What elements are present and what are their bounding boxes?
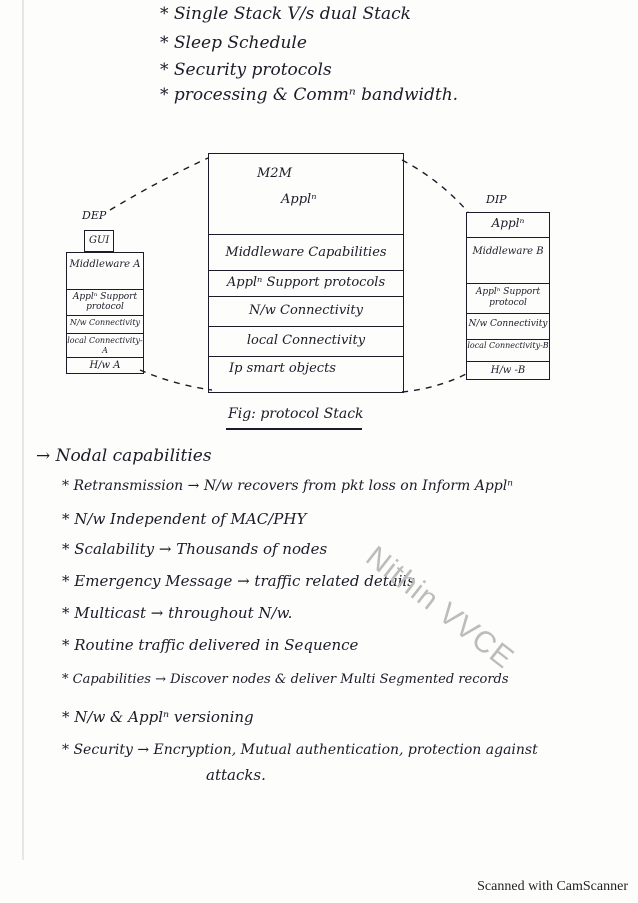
right-layer-local: local Connectivity-B: [467, 339, 549, 361]
right-layer-hw: H/w -B: [467, 361, 549, 381]
figure-caption: Fig: protocol Stack: [228, 406, 364, 422]
nodal-item: * Security → Encryption, Mutual authentication, protection against: [62, 742, 538, 758]
center-layer-local: local Connectivity: [209, 326, 403, 356]
nodal-item: * Emergency Message → traffic related details: [62, 572, 415, 590]
nodal-item: * N/w & Applⁿ versioning: [62, 708, 254, 726]
center-layer-support: Applⁿ Support protocols: [209, 270, 403, 296]
caption-underline: [226, 428, 362, 430]
left-protocol-stack: [66, 252, 144, 374]
left-layer-middleware: Middleware A: [69, 259, 141, 270]
center-title-m2m: M2M: [257, 166, 292, 181]
note-line-1: * Single Stack V/s dual Stack: [160, 4, 411, 24]
nodal-item: * N/w Independent of MAC/PHY: [62, 510, 307, 528]
note-line-4: * processing & Commⁿ bandwidth.: [160, 85, 459, 105]
note-line-3: * Security protocols: [160, 60, 332, 80]
left-layer-hw: H/w A: [67, 357, 143, 375]
right-layer-middleware: Middleware B: [467, 237, 549, 283]
nodal-item-continuation: attacks.: [206, 766, 266, 784]
right-protocol-stack: [466, 212, 550, 380]
right-top-cell: Applⁿ: [491, 216, 525, 230]
left-layer-network: N/w Connectivity: [67, 315, 143, 333]
watermark: Nithin VVCE: [359, 540, 521, 676]
nodal-heading: → Nodal capabilities: [36, 446, 212, 466]
center-title-appln: Applⁿ: [281, 192, 317, 207]
center-protocol-stack: [208, 153, 404, 393]
center-layer-network: N/w Connectivity: [209, 296, 403, 326]
center-layer-smart-objects: Ip smart objects: [209, 356, 403, 392]
nodal-item: * Retransmission → N/w recovers from pkt loss on Inform Applⁿ: [62, 478, 513, 494]
note-line-2: * Sleep Schedule: [160, 33, 307, 53]
right-layer-network: N/w Connectivity: [467, 313, 549, 339]
scanner-footer: Scanned with CamScanner: [477, 879, 628, 894]
left-layer-local: local Connectivity-A: [67, 333, 143, 357]
left-top-cell: [84, 230, 114, 252]
right-layer-support: Applⁿ Support protocol: [467, 283, 549, 313]
right-stack-label: DIP: [486, 193, 507, 206]
left-top-cell-label: GUI: [89, 235, 110, 246]
left-stack-label: DEP: [82, 209, 107, 222]
nodal-item: * Routine traffic delivered in Sequence: [62, 636, 359, 654]
center-layer-middleware: Middleware Capabilities: [209, 234, 403, 270]
nodal-item: * Multicast → throughout N/w.: [62, 604, 293, 622]
left-layer-support: Applⁿ Support protocol: [67, 289, 143, 315]
nodal-item: * Scalability → Thousands of nodes: [62, 540, 328, 558]
nodal-item: * Capabilities → Discover nodes & deliver Multi Segmented records: [62, 672, 509, 687]
